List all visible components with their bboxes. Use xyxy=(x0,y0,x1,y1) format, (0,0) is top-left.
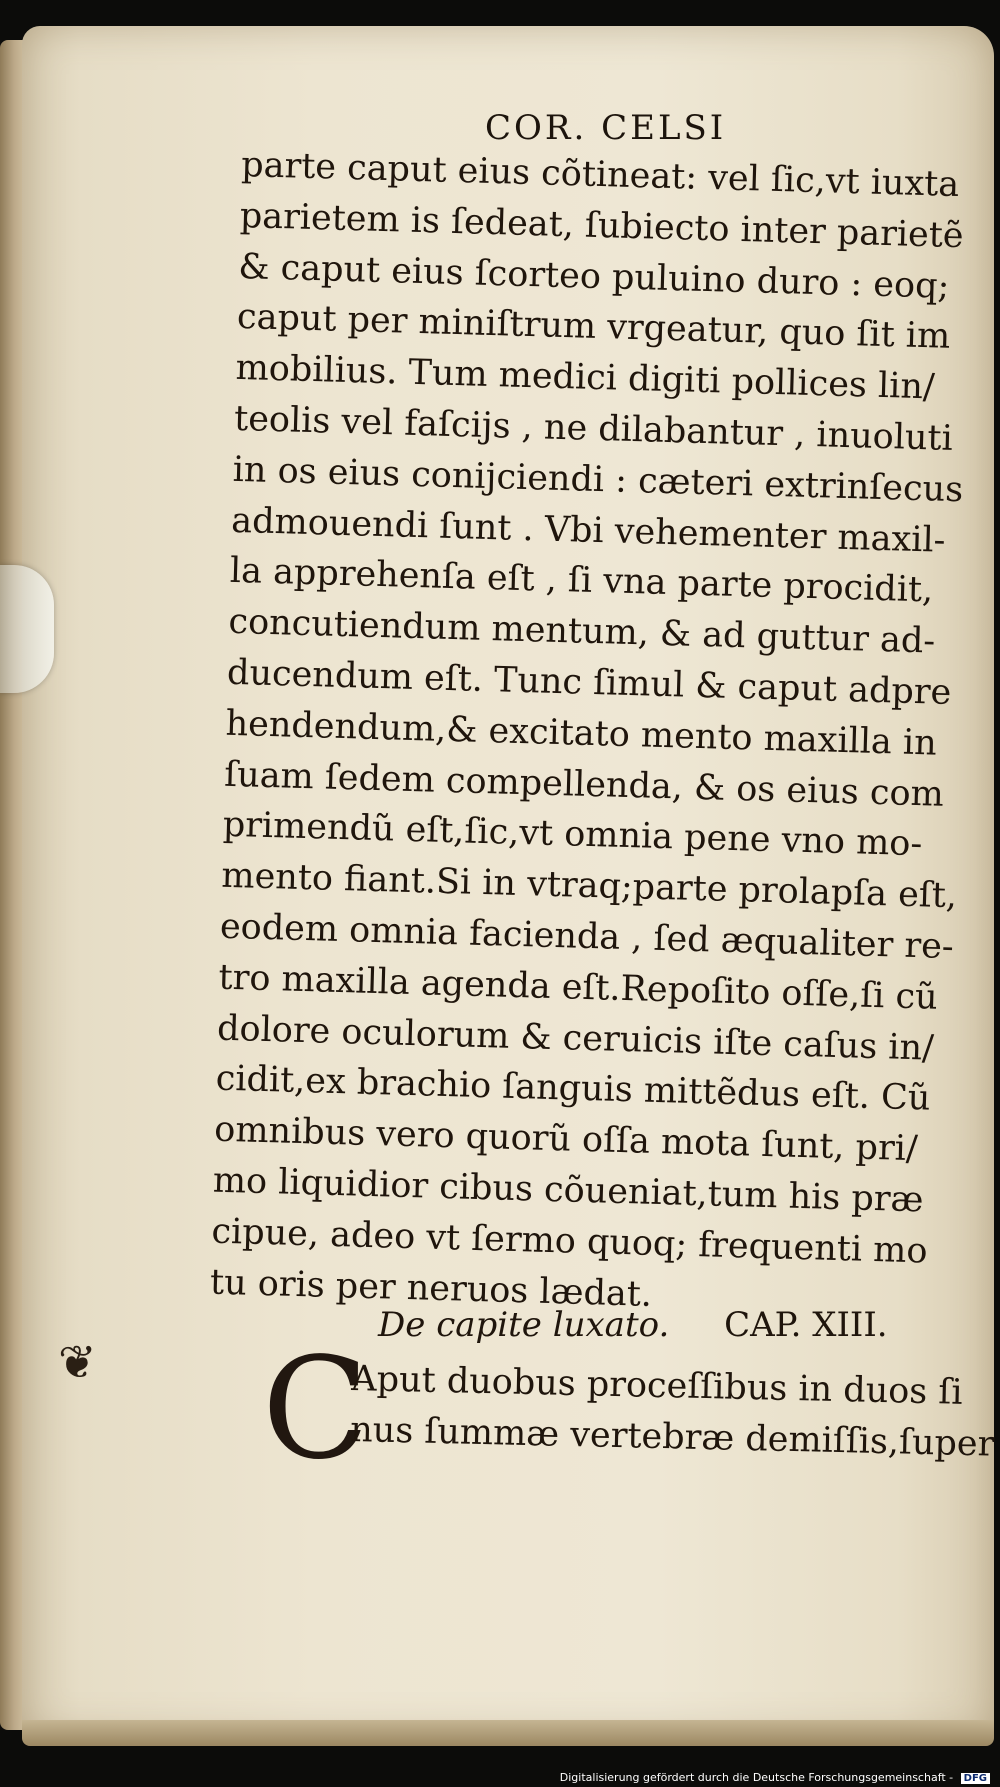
text-line: hendendum,& excitato mento maxilla in xyxy=(225,703,938,764)
drop-cap-initial: C xyxy=(262,1328,370,1491)
text-line: nus ſummæ vertebræ demiſſis,ſuper xyxy=(349,1409,995,1465)
text-line: ducendum eſt. Tunc ſimul & caput adpre xyxy=(226,652,952,713)
text-line: caput per miniſtrum vrgeatur, quo ſit im xyxy=(236,297,951,358)
text-line: eodem omnia facienda , ſed æqualiter re- xyxy=(219,906,955,968)
text-line: mobilius. Tum medici digiti pollices lin/ xyxy=(235,348,936,408)
text-line: mento fiant.Si in vtraq;parte prolapſa eſt, xyxy=(220,855,958,917)
chapter-heading xyxy=(378,1305,888,1345)
dfg-logo: DFG xyxy=(961,1773,990,1784)
text-line: in os eius conijciendi : cæteri extrinſecus xyxy=(232,449,964,511)
text-line: parietem is ſedeat, ſubiecto inter parietẽ xyxy=(239,195,965,256)
text-line: & caput eius ſcorteo puluino duro : eoq; xyxy=(237,246,950,307)
text-line: admouendi ſunt . Vbi vehementer maxil- xyxy=(230,500,947,561)
text-line: dolore oculorum & ceruicis iſte caſus in/ xyxy=(216,1008,935,1069)
digitization-credit xyxy=(560,1771,990,1784)
text-line: tu oris per neruos lædat. xyxy=(209,1262,653,1315)
body-text xyxy=(209,140,981,1329)
chapter-title: De capite luxato. xyxy=(378,1305,670,1345)
page-holder-clip xyxy=(0,565,54,693)
text-line: concutiendum mentum, & ad guttur ad- xyxy=(227,601,936,662)
text-line: omnibus vero quorũ oſſa mota ſunt, pri/ xyxy=(213,1109,919,1170)
credit-text: Digitalisierung gefördert durch die Deutsche Forschungsgemeinschaft - xyxy=(559,1771,954,1784)
text-line: cidit,ex brachio ſanguis mittẽdus eſt. Cũ xyxy=(215,1058,931,1119)
running-title: COR. CELSI xyxy=(485,108,727,148)
text-line: primendũ eſt,ſic,vt omnia pene vno mo- xyxy=(222,805,923,865)
text-line: parte caput eius cõtineat: vel ſic,vt iuxta xyxy=(240,144,960,206)
text-line: la apprehenſa eſt , ſi vna parte procidit, xyxy=(229,551,934,611)
text-line: Aput duobus proceſſibus in duos ſi xyxy=(350,1358,963,1413)
text-line: teolis vel faſcijs , ne dilabantur , inuoluti xyxy=(233,398,954,459)
text-line: mo liquidior cibus cõueniat,tum his præ xyxy=(212,1160,924,1221)
page-edge-bottom xyxy=(22,1720,994,1746)
chapter-number: CAP. XIII. xyxy=(724,1305,888,1345)
text-line: ſuam ſedem compellenda, & os eius com xyxy=(223,754,945,815)
chapter-body xyxy=(349,1354,995,1470)
text-line: tro maxilla agenda eſt.Repoſito oſſe,ſi cũ xyxy=(218,957,939,1018)
printer-flower-icon: ❦ xyxy=(58,1335,97,1389)
text-line: cipue, adeo vt ſermo quoq; frequenti mo xyxy=(210,1211,929,1272)
